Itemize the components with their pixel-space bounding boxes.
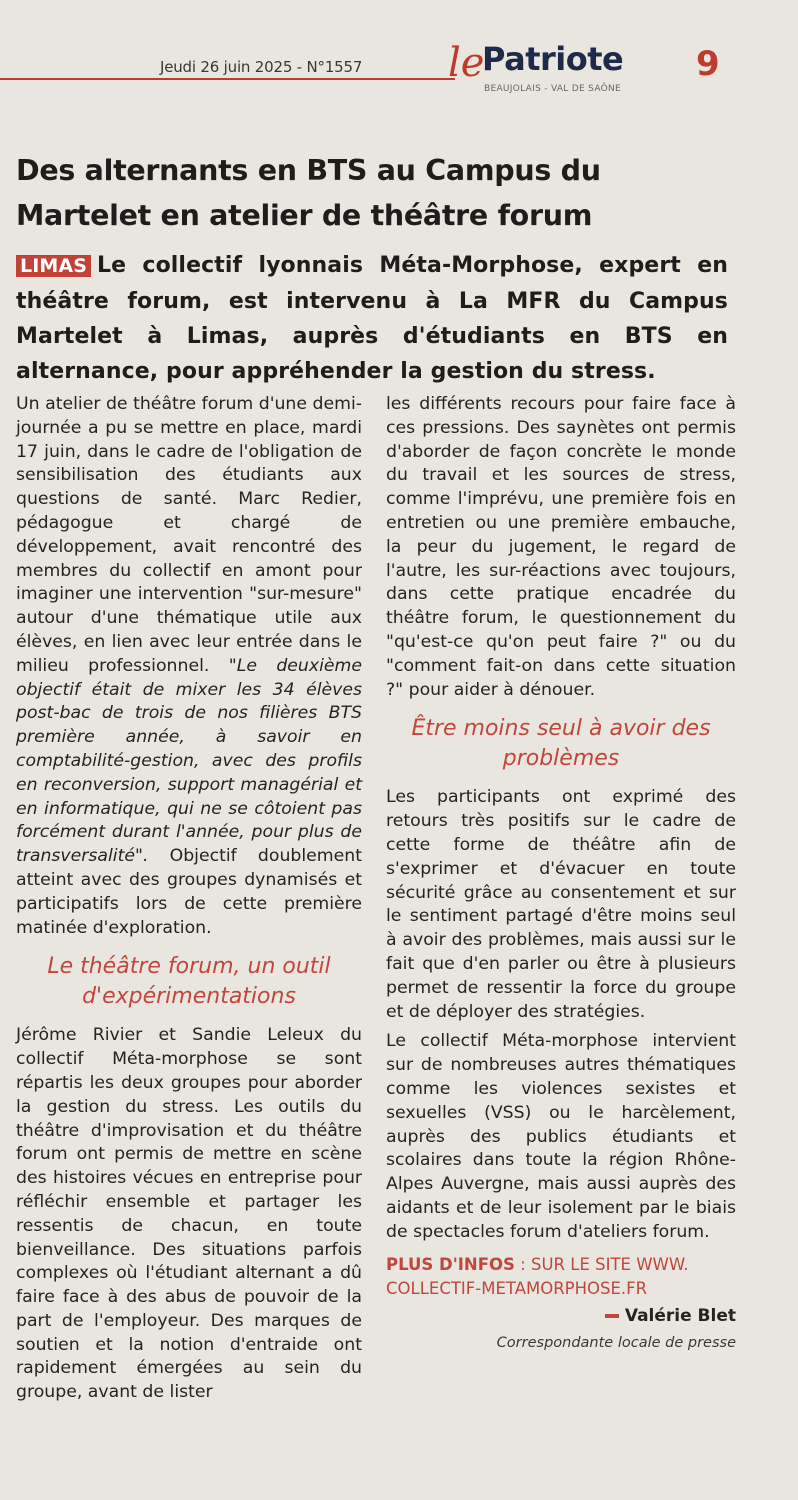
page-number: 9 — [696, 44, 720, 84]
paragraph-3: les différents recours pour faire face à ces pressions. Des saynètes ont permis d'aborder de façon concrète le monde du travail et les sources de stress, comme l'imprévu, une première fois en entretien ou une première embauche, la peur du jugement, le regard de l'autre, les sur-réactions avec toujours, dans cette pratique encadrée du théâtre forum, le questionnement du "qu'est-ce qu'on peut faire ?" ou du "comment fait-on dans cette situation ?" pour aider à dénouer. — [386, 394, 736, 700]
paragraph-4: Les participants ont exprimé des retours très positifs sur le cadre de cette forme de théâtre afin de s'exprimer et d'évacuer en toute sécurité grâce au consentement et sur le sentiment partagé d'être moins seul à avoir des problèmes, mais aussi sur le fait que d'en parler ou être à plusieurs permet de ressentir la force du groupe et de déployer des stratégies. — [386, 787, 736, 1022]
p1-text: Un atelier de théâtre forum d'une demi-journée a pu se mettre en place, mardi 17 juin, dans le cadre de l'obligation de sensibilisation des étudiants aux questions de santé. Marc Redier, pédagogue et chargé de développement, avait rencontré des membres du collectif en amont pour imaginer une intervention "sur-mesure" autour d'une thématique utile aux élèves, en lien avec leur entrée dans le milieu professionnel. — [16, 394, 362, 676]
author-name: Valérie Blet — [386, 1305, 736, 1329]
paragraph-1 — [16, 393, 362, 940]
masthead-rule — [0, 78, 455, 80]
more-info-label: PLUS D'INFOS — [386, 1254, 515, 1274]
lead-text: Le collectif lyonnais Méta-Morphose, expert en théâtre forum, est intervenu à La MFR du Campus Martelet à Limas, auprès d'étudiants en BTS en alternance, pour appréhender la gestion du stress. — [16, 253, 728, 384]
location-tag: LIMAS — [16, 255, 91, 277]
issue-date: Jeudi 26 juin 2025 - N°1557 — [160, 58, 363, 76]
logo-subtitle: BEAUJOLAIS - VAL DE SAÔNE — [484, 84, 622, 94]
subhead-theatre-forum: Le théâtre forum, un outil d'expérimentations — [47, 954, 331, 1010]
more-info — [386, 1253, 736, 1301]
author-credit: Correspondante locale de presse — [496, 1335, 736, 1352]
paragraph-2: Jérôme Rivier et Sandie Leleux du collectif Méta-morphose se sont répartis les deux groupes pour aborder la gestion du stress. Les outils du théâtre d'improvisation et du théâtre forum ont permis de mettre en scène des histoires vécues en entreprise pour réfléchir ensemble et partager les ressentis de chacun, en toute bienveillance. Des situations parfois complexes où l'étudiant alternant a dû faire face à des abus de pouvoir de la part de l'employeur. Des marques de soutien et la notion d'entraide ont rapidement émergées au sein du groupe, avant de lister — [16, 1025, 362, 1403]
p1-end: Objectif doublement atteint avec des groupes dynamisés et participatifs lors de cette première matinée d'exploration. — [16, 846, 362, 938]
p1-quote: "Le deuxième objectif était de mixer les 34 élèves post-bac de trois de nos filières BTS première année, à savoir en comptabilité-gestion, avec des profils en reconversion, support managérial et en informatique, qui ne se côtoient pas forcément durant l'année, pour plus de transversalité". — [16, 655, 362, 867]
more-info-link: : SUR LE SITE WWW. COLLECTIF-METAMORPHOSE.FR — [386, 1254, 689, 1298]
column-left — [16, 393, 362, 1407]
column-right — [386, 393, 736, 1356]
article-headline: Des alternants en BTS au Campus du Martelet en atelier de théâtre forum — [16, 154, 601, 232]
paragraph-5: Le collectif Méta-morphose intervient sur de nombreuses autres thématiques comme les violences sexistes et sexuelles (VSS) ou le harcèlement, auprès des publics étudiants et scolaires dans toute la région Rhône-Alpes Auvergne, mais aussi auprès des aidants et de leur isolement par le biais de spectacles forum d'ateliers forum. — [386, 1031, 736, 1242]
subhead-moins-seul: Être moins seul à avoir des problèmes — [411, 716, 711, 772]
logo-le: le — [448, 40, 485, 86]
article-lead — [16, 248, 728, 389]
newspaper-logo: Patriote — [482, 40, 624, 78]
